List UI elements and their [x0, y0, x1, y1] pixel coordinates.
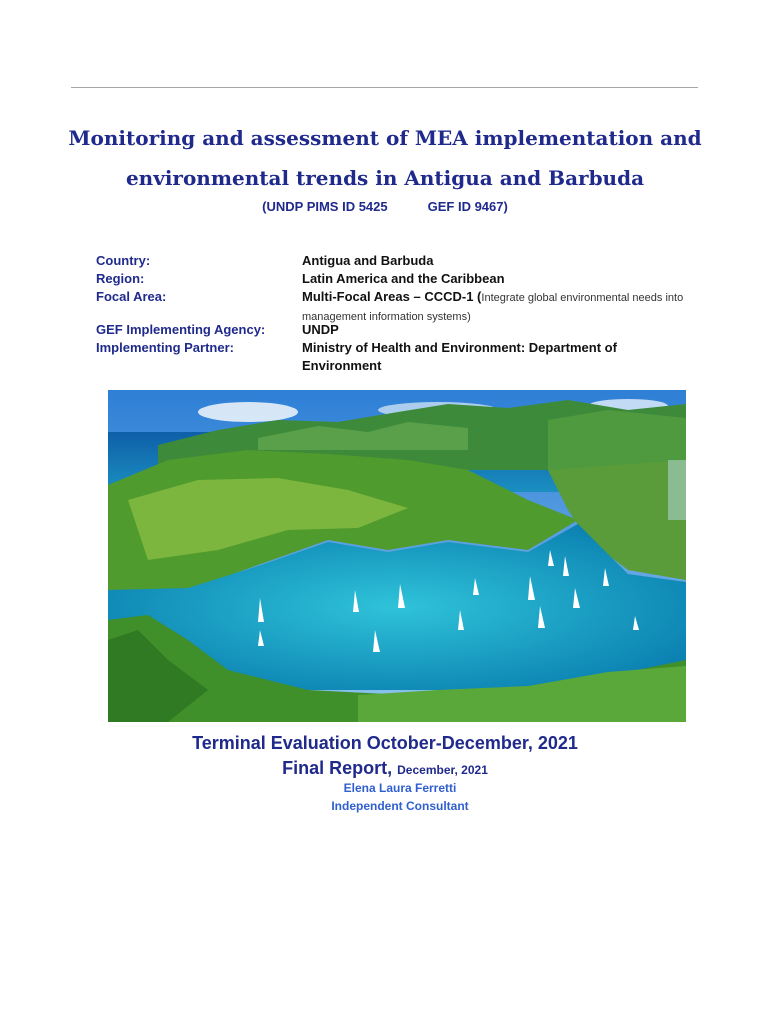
author-name: Elena Laura Ferretti	[343, 781, 457, 795]
pims-id: (UNDP PIMS ID 5425	[262, 199, 388, 214]
focal-area-main: Multi-Focal Areas – CCCD-1 (	[302, 289, 482, 304]
final-report-line	[0, 758, 770, 779]
focal-area-label: Focal Area:	[96, 289, 167, 304]
author-role: Independent Consultant	[331, 799, 469, 813]
country-value: Antigua and Barbuda	[302, 253, 434, 268]
country-label: Country:	[96, 253, 151, 268]
partner-label: Implementing Partner:	[96, 340, 234, 355]
title-line-2: environmental trends in Antigua and Barbuda	[125, 166, 645, 190]
final-report-date: December, 2021	[397, 763, 488, 777]
evaluation-title: Terminal Evaluation October-December, 2021	[192, 733, 578, 753]
region-label: Region:	[96, 271, 145, 286]
header-rule	[71, 87, 698, 88]
agency-label: GEF Implementing Agency:	[96, 322, 266, 337]
project-ids	[0, 199, 770, 214]
cover-photo	[108, 390, 686, 722]
focal-area-note: Integrate global environmental needs into management information systems)	[302, 292, 684, 323]
final-report-label: Final Report,	[282, 758, 393, 778]
region-value: Latin America and the Caribbean	[302, 271, 505, 286]
title-line-1: Monitoring and assessment of MEA implementation and	[68, 126, 702, 150]
gef-id: GEF ID 9467)	[427, 199, 508, 214]
partner-value: Ministry of Health and Environment: Department of Environment	[302, 340, 617, 373]
document-title	[40, 118, 730, 198]
agency-value: UNDP	[302, 322, 339, 337]
